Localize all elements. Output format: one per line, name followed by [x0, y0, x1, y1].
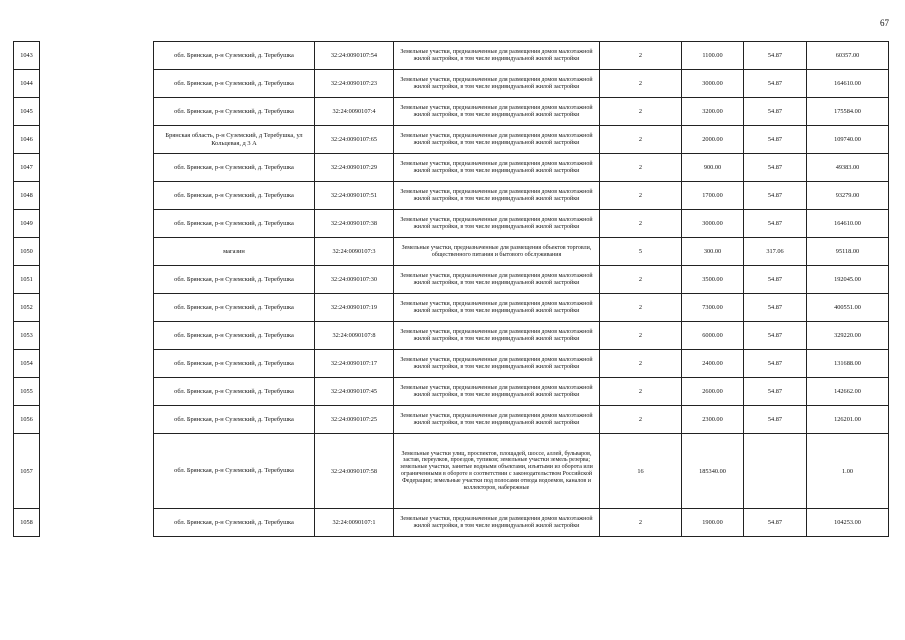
cadastral-number-cell: 32:24:0090107:4 [315, 98, 394, 126]
spacer-cell [40, 294, 154, 322]
table-row [14, 350, 889, 378]
specific-value-cell: 54.87 [744, 182, 807, 210]
specific-value-cell: 54.87 [744, 378, 807, 406]
specific-value-cell [744, 434, 807, 509]
table-row [14, 70, 889, 98]
area-cell: 7300.00 [682, 294, 744, 322]
cadastral-number-cell: 32:24:0090107:51 [315, 182, 394, 210]
area-cell: 3000.00 [682, 70, 744, 98]
address-cell: обл. Брянская, р-н Суземский, д. Теребушка [154, 350, 315, 378]
row-number-cell: 1052 [14, 294, 40, 322]
land-purpose-cell: Земельные участки улиц, проспектов, площадей, шоссе, аллей, бульваров, застав, переулков, проездов, тупиков; земельные участки земель резерва; земельные участки, занятые водными объектами, изъятыми из оборота или ограниченными в обороте в соответствии с законодательством Российской Федерации; земельные участки под полосами отвода водоемов, каналов и коллекторов, набережные [394, 434, 600, 509]
specific-value-cell: 54.87 [744, 70, 807, 98]
purpose-code-cell: 5 [600, 238, 682, 266]
purpose-code-cell: 2 [600, 266, 682, 294]
cadastral-value-cell: 95118.00 [807, 238, 889, 266]
purpose-code-cell: 2 [600, 154, 682, 182]
land-purpose-cell: Земельные участки, предназначенные для размещения домов малоэтажной жилой застройки, в том числе индивидуальной жилой застройки [394, 350, 600, 378]
land-purpose-cell: Земельные участки, предназначенные для размещения домов малоэтажной жилой застройки, в том числе индивидуальной жилой застройки [394, 154, 600, 182]
purpose-code-cell: 2 [600, 406, 682, 434]
page-number: 67 [880, 18, 889, 28]
cadastral-value-cell: 175584.00 [807, 98, 889, 126]
table-row [14, 322, 889, 350]
cadastral-value-cell: 164610.00 [807, 210, 889, 238]
purpose-code-cell: 2 [600, 126, 682, 154]
table-row [14, 182, 889, 210]
spacer-cell [40, 509, 154, 537]
address-cell: обл. Брянская, р-н Суземский, д. Теребушка [154, 42, 315, 70]
address-cell: обл. Брянская, р-н Суземский, д. Теребушка [154, 322, 315, 350]
cadastral-number-cell: 32:24:0090107:29 [315, 154, 394, 182]
row-number-cell: 1055 [14, 378, 40, 406]
address-cell: обл. Брянская, р-н Суземский, д. Теребушка [154, 70, 315, 98]
cadastral-value-cell: 400551.00 [807, 294, 889, 322]
cadastral-value-cell: 192045.00 [807, 266, 889, 294]
area-cell: 1100.00 [682, 42, 744, 70]
cadastral-value-cell: 49383.00 [807, 154, 889, 182]
cadastral-value-cell: 164610.00 [807, 70, 889, 98]
address-cell: обл. Брянская, р-н Суземский, д. Теребушка [154, 210, 315, 238]
cadastral-number-cell: 32:24:0090107:65 [315, 126, 394, 154]
cadastral-value-cell: 142662.00 [807, 378, 889, 406]
address-cell: обл. Брянская, р-н Суземский, д. Теребушка [154, 509, 315, 537]
row-number-cell: 1054 [14, 350, 40, 378]
row-number-cell: 1045 [14, 98, 40, 126]
area-cell: 6000.00 [682, 322, 744, 350]
land-plots-table [13, 41, 889, 537]
address-cell: обл. Брянская, р-н Суземский, д. Теребушка [154, 182, 315, 210]
specific-value-cell: 54.87 [744, 154, 807, 182]
area-cell: 2400.00 [682, 350, 744, 378]
area-cell: 185340.00 [682, 434, 744, 509]
address-cell: обл. Брянская, р-н Суземский, д. Теребушка [154, 154, 315, 182]
table-row [14, 98, 889, 126]
land-purpose-cell: Земельные участки, предназначенные для размещения домов малоэтажной жилой застройки, в том числе индивидуальной жилой застройки [394, 266, 600, 294]
row-number-cell: 1049 [14, 210, 40, 238]
row-number-cell: 1051 [14, 266, 40, 294]
purpose-code-cell: 2 [600, 42, 682, 70]
area-cell: 1900.00 [682, 509, 744, 537]
table-row [14, 154, 889, 182]
address-cell: магазин [154, 238, 315, 266]
row-number-cell: 1048 [14, 182, 40, 210]
land-purpose-cell: Земельные участки, предназначенные для размещения домов малоэтажной жилой застройки, в том числе индивидуальной жилой застройки [394, 126, 600, 154]
table-row [14, 294, 889, 322]
area-cell: 900.00 [682, 154, 744, 182]
land-purpose-cell: Земельные участки, предназначенные для размещения домов малоэтажной жилой застройки, в том числе индивидуальной жилой застройки [394, 378, 600, 406]
cadastral-number-cell: 32:24:0090107:25 [315, 406, 394, 434]
address-cell: обл. Брянская, р-н Суземский, д. Теребушка [154, 434, 315, 509]
address-cell: обл. Брянская, р-н Суземский, д. Теребушка [154, 406, 315, 434]
row-number-cell: 1058 [14, 509, 40, 537]
row-number-cell: 1053 [14, 322, 40, 350]
cadastral-value-cell: 93279.00 [807, 182, 889, 210]
spacer-cell [40, 266, 154, 294]
spacer-cell [40, 126, 154, 154]
table-row [14, 434, 889, 509]
table-row [14, 406, 889, 434]
address-cell: обл. Брянская, р-н Суземский, д. Теребушка [154, 378, 315, 406]
specific-value-cell: 54.87 [744, 509, 807, 537]
address-cell: Брянская область, р-н Суземский, д Теребушка, ул Кольцевая, д 3 А [154, 126, 315, 154]
purpose-code-cell: 2 [600, 350, 682, 378]
land-purpose-cell: Земельные участки, предназначенные для размещения домов малоэтажной жилой застройки, в том числе индивидуальной жилой застройки [394, 70, 600, 98]
cadastral-value-cell: 60357.00 [807, 42, 889, 70]
purpose-code-cell: 2 [600, 294, 682, 322]
purpose-code-cell: 2 [600, 182, 682, 210]
table-row [14, 42, 889, 70]
area-cell: 3500.00 [682, 266, 744, 294]
cadastral-number-cell: 32:24:0090107:58 [315, 434, 394, 509]
area-cell: 2300.00 [682, 406, 744, 434]
purpose-code-cell: 2 [600, 378, 682, 406]
row-number-cell: 1046 [14, 126, 40, 154]
area-cell: 300.00 [682, 238, 744, 266]
specific-value-cell: 317.06 [744, 238, 807, 266]
cadastral-value-cell: 109740.00 [807, 126, 889, 154]
area-cell: 2000.00 [682, 126, 744, 154]
table-row [14, 266, 889, 294]
row-number-cell: 1047 [14, 154, 40, 182]
table-row [14, 509, 889, 537]
address-cell: обл. Брянская, р-н Суземский, д. Теребушка [154, 294, 315, 322]
spacer-cell [40, 322, 154, 350]
cadastral-number-cell: 32:24:0090107:38 [315, 210, 394, 238]
specific-value-cell: 54.87 [744, 42, 807, 70]
land-purpose-cell: Земельные участки, предназначенные для размещения домов малоэтажной жилой застройки, в том числе индивидуальной жилой застройки [394, 406, 600, 434]
land-purpose-cell: Земельные участки, предназначенные для размещения домов малоэтажной жилой застройки, в том числе индивидуальной жилой застройки [394, 210, 600, 238]
area-cell: 3200.00 [682, 98, 744, 126]
specific-value-cell: 54.87 [744, 406, 807, 434]
row-number-cell: 1050 [14, 238, 40, 266]
specific-value-cell: 54.87 [744, 266, 807, 294]
spacer-cell [40, 154, 154, 182]
purpose-code-cell: 2 [600, 98, 682, 126]
cadastral-number-cell: 32:24:0090107:3 [315, 238, 394, 266]
purpose-code-cell: 2 [600, 210, 682, 238]
specific-value-cell: 54.87 [744, 98, 807, 126]
spacer-cell [40, 378, 154, 406]
specific-value-cell: 54.87 [744, 210, 807, 238]
spacer-cell [40, 210, 154, 238]
cadastral-number-cell: 32:24:0090107:30 [315, 266, 394, 294]
purpose-code-cell: 2 [600, 70, 682, 98]
row-number-cell: 1056 [14, 406, 40, 434]
table-body [14, 42, 889, 537]
table-row [14, 126, 889, 154]
specific-value-cell: 54.87 [744, 322, 807, 350]
specific-value-cell: 54.87 [744, 126, 807, 154]
spacer-cell [40, 434, 154, 509]
cadastral-number-cell: 32:24:0090107:23 [315, 70, 394, 98]
purpose-code-cell: 2 [600, 509, 682, 537]
specific-value-cell: 54.87 [744, 294, 807, 322]
area-cell: 3000.00 [682, 210, 744, 238]
land-purpose-cell: Земельные участки, предназначенные для размещения домов малоэтажной жилой застройки, в том числе индивидуальной жилой застройки [394, 98, 600, 126]
cadastral-number-cell: 32:24:0090107:17 [315, 350, 394, 378]
cadastral-number-cell: 32:24:0090107:19 [315, 294, 394, 322]
spacer-cell [40, 182, 154, 210]
cadastral-value-cell: 131688.00 [807, 350, 889, 378]
area-cell: 1700.00 [682, 182, 744, 210]
table-row [14, 378, 889, 406]
table-row [14, 210, 889, 238]
spacer-cell [40, 350, 154, 378]
specific-value-cell: 54.87 [744, 350, 807, 378]
cadastral-number-cell: 32:24:0090107:45 [315, 378, 394, 406]
row-number-cell: 1044 [14, 70, 40, 98]
cadastral-value-cell: 126201.00 [807, 406, 889, 434]
spacer-cell [40, 98, 154, 126]
address-cell: обл. Брянская, р-н Суземский, д. Теребушка [154, 98, 315, 126]
land-purpose-cell: Земельные участки, предназначенные для размещения домов малоэтажной жилой застройки, в том числе индивидуальной жилой застройки [394, 182, 600, 210]
land-purpose-cell: Земельные участки, предназначенные для размещения домов малоэтажной жилой застройки, в том числе индивидуальной жилой застройки [394, 294, 600, 322]
spacer-cell [40, 406, 154, 434]
cadastral-value-cell: 104253.00 [807, 509, 889, 537]
row-number-cell: 1043 [14, 42, 40, 70]
cadastral-value-cell: 1.00 [807, 434, 889, 509]
spacer-cell [40, 238, 154, 266]
row-number-cell: 1057 [14, 434, 40, 509]
spacer-cell [40, 70, 154, 98]
table-row [14, 238, 889, 266]
cadastral-number-cell: 32:24:0090107:8 [315, 322, 394, 350]
cadastral-value-cell: 329220.00 [807, 322, 889, 350]
land-purpose-cell: Земельные участки, предназначенные для размещения домов малоэтажной жилой застройки, в том числе индивидуальной жилой застройки [394, 42, 600, 70]
land-purpose-cell: Земельные участки, предназначенные для размещения домов малоэтажной жилой застройки, в том числе индивидуальной жилой застройки [394, 509, 600, 537]
area-cell: 2600.00 [682, 378, 744, 406]
cadastral-number-cell: 32:24:0090107:54 [315, 42, 394, 70]
purpose-code-cell: 16 [600, 434, 682, 509]
spacer-cell [40, 42, 154, 70]
land-purpose-cell: Земельные участки, предназначенные для размещения домов малоэтажной жилой застройки, в том числе индивидуальной жилой застройки [394, 322, 600, 350]
cadastral-number-cell: 32:24:0090107:1 [315, 509, 394, 537]
purpose-code-cell: 2 [600, 322, 682, 350]
land-purpose-cell: Земельные участки, предназначенные для размещения объектов торговли, общественного питания и бытового обслуживания [394, 238, 600, 266]
address-cell: обл. Брянская, р-н Суземский, д. Теребушка [154, 266, 315, 294]
